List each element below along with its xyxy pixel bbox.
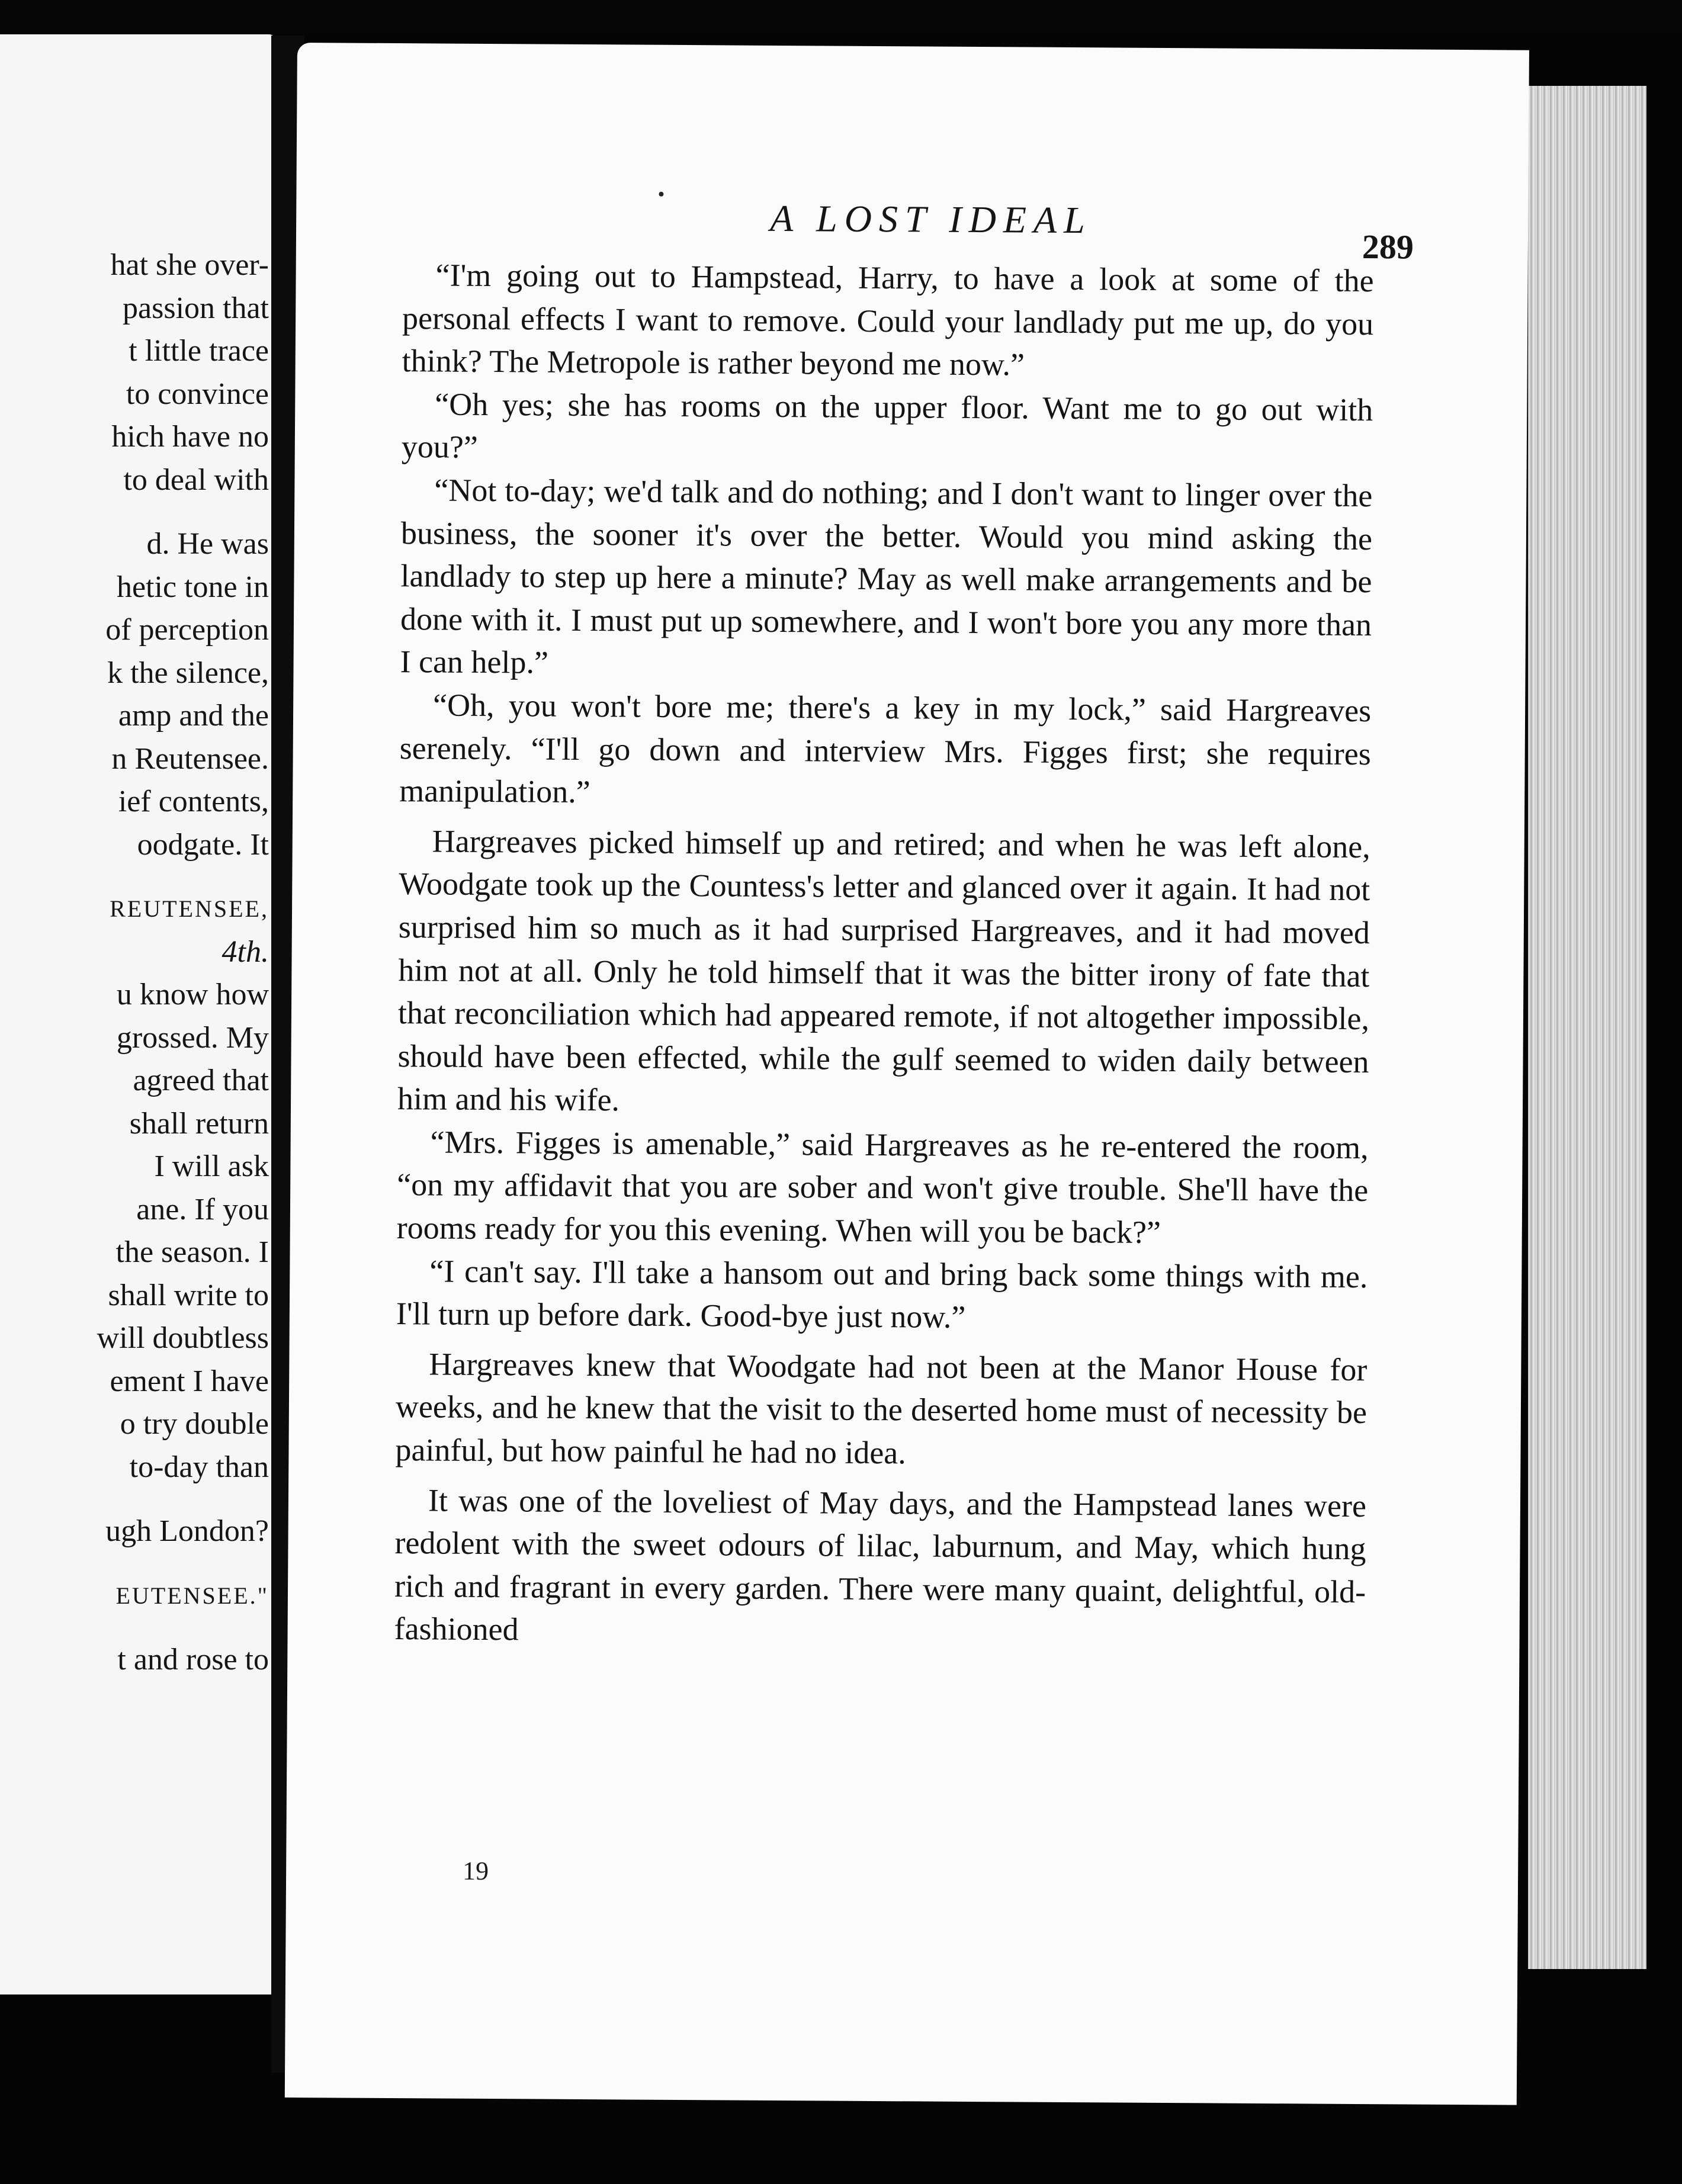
page-number: 289 [1362,227,1414,266]
left-page-line: hich have no [111,420,269,454]
page-edges [1528,86,1646,1969]
left-page-line: shall return [129,1106,269,1141]
left-page-line: will doubtless [97,1321,269,1355]
left-page-line: 4th. [222,934,269,969]
paragraph: “Oh yes; she has rooms on the upper floor. Want me to go out with you?” [401,386,1373,465]
left-page-line: d. He was [146,527,269,561]
left-page-line: of perception [105,613,269,647]
left-page-line: u know how [116,978,269,1011]
paragraph: Hargreaves knew that Woodgate had not been at the Manor House for weeks, and he knew that the visit to the deserted home must of necessity be painful, but how painful he had no idea. [395,1346,1368,1471]
body-text [394,253,1373,1656]
right-page [285,43,1529,2105]
paragraph: “Not to-day; we'd talk and do nothing; and I don't want to linger over the business, the sooner it's over the better. Would you mind asking the landlady to step up here a minute? May as well make arrangements and be done with it. I must put up somewhere, and I won't bore you any more than I can help.” [400,472,1373,680]
left-page-line: oodgate. It [137,827,269,862]
left-page-line: I will ask [154,1149,269,1183]
left-page [0,34,277,1994]
left-page-line: ement I have [110,1364,269,1398]
left-page-line: the season. I [115,1235,269,1269]
left-page-line: to deal with [123,463,269,497]
left-page-line: t little trace [129,334,269,368]
left-page-line: shall write to [108,1278,269,1312]
paragraph: “Mrs. Figges is amenable,” said Hargreaves as he re-entered the room, “on my affidavit that you are sober and won't give trouble. She'll have the rooms ready for you this evening. When will you be back?” [396,1124,1369,1251]
left-page-line: o try double [120,1407,269,1441]
top-background [0,0,1682,34]
left-page-line: agreed that [133,1064,269,1097]
left-page-line: t and rose to [117,1643,269,1676]
left-page-line: to convince [126,377,269,411]
paragraph: Hargreaves picked himself up and retired; and when he was left alone, Woodgate took up the Countess's letter and glanced over it again. It had not surprised him so much as it had surprised Hargreaves, and it had moved him not at all. Only he told himself that it was the bitter irony of fate that that reconciliation which had appeared remote, if not altogether impossible, should have been effected, while the gulf seemed to widen daily between him and his wife. [397,823,1370,1118]
signature-mark: 19 [462,1856,489,1886]
paragraph: It was one of the loveliest of May days, and the Hampstead lanes were redolent with the sweet odours of lilac, laburnum, and May, which hung rich and fragrant in every garden. There were many quaint, delightful, old-fashioned [394,1482,1367,1647]
left-page-line: ugh London? [105,1514,269,1548]
left-page-line: REUTENSEE, [110,895,269,922]
left-page-line: k the silence, [107,656,269,690]
left-page-line: hetic tone in [116,570,269,604]
paragraph: “I'm going out to Hampstead, Harry, to have a look at some of the personal effects I want to remove. Could your landlady put me up, do you think? The Metropole is rather beyond me now.” [402,257,1374,383]
left-page-line: ane. If you [136,1192,269,1226]
left-page-line: to-day than [129,1450,269,1484]
paragraph: “Oh, you won't bore me; there's a key in my lock,” said Hargreaves serenely. “I'll go down and interview Mrs. Figges first; she requires manipulation.” [399,687,1372,810]
left-page-line: amp and the [118,699,269,733]
left-page-line: ief contents, [118,785,269,818]
running-head: A LOST IDEAL [769,197,1092,242]
left-page-line: hat she over- [110,248,269,282]
left-page-line: passion that [123,291,269,325]
paragraph: “I can't say. I'll take a hansom out and bring back some things with me. I'll turn up before dark. Good-bye just now.” [396,1253,1368,1335]
left-page-line: grossed. My [116,1020,269,1055]
ink-speck [659,192,663,197]
left-page-line: EUTENSEE." [115,1582,269,1609]
left-page-line: n Reutensee. [111,741,269,776]
